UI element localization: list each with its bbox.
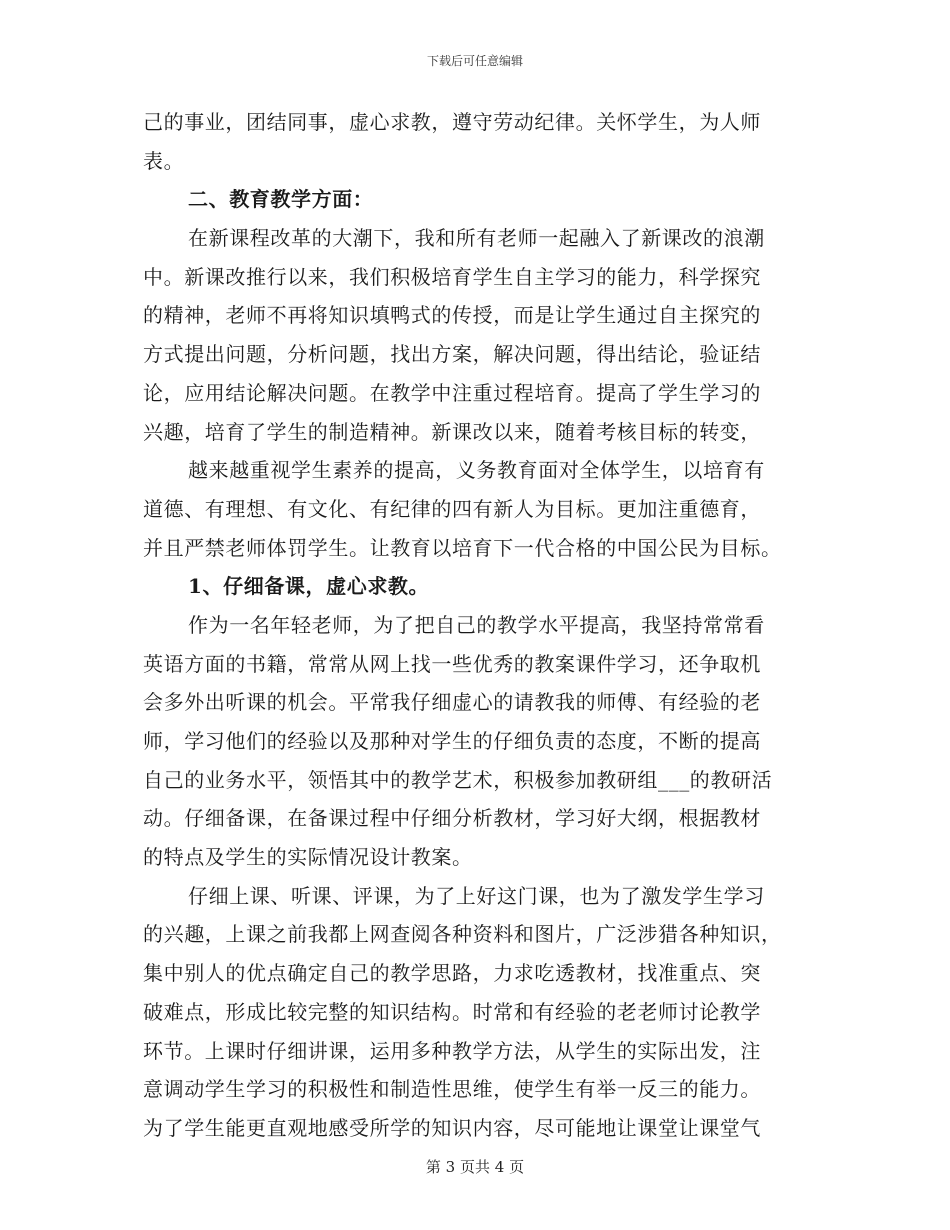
paragraph-line: 会多外出听课的机会。平常我仔细虚心的请教我的师傅、有经验的老 [143,690,761,715]
paragraph-line: 并且严禁老师体罚学生。让教育以培育下一代合格的中国公民为目标。 [143,535,782,560]
paragraph-line: 集中别人的优点确定自己的教学思路，力求吃透教材，找准重点、突 [143,961,761,986]
paragraph-line: 自己的业务水平，领悟其中的教学艺术，积极参加教研组___的教研活 [143,767,773,792]
paragraph-line: 意调动学生学习的积极性和制造性思维，使学生有举一反三的能力。 [143,1077,761,1102]
paragraph-line: 破难点，形成比较完整的知识结构。时常和有经验的老老师讨论教学 [143,999,761,1024]
paragraph-line: 的精神，老师不再将知识填鸭式的传授，而是让学生通过自主探究的 [143,303,761,328]
paragraph-line: 表。 [143,148,185,173]
document-body [143,103,808,1148]
paragraph-line: 道德、有理想、有文化、有纪律的四有新人为目标。更加注重德育， [143,496,761,521]
paragraph-line: 越来越重视学生素养的提高，义务教育面对全体学生，以培育有 [188,458,765,483]
paragraph-line: 作为一名年轻老师，为了把自己的教学水平提高，我坚持常常看 [188,612,765,637]
paragraph-line: 仔细上课、听课、评课，为了上好这门课，也为了激发学生学习 [188,883,765,908]
paragraph-line: 在新课程改革的大潮下，我和所有老师一起融入了新课改的浪潮 [188,226,765,251]
paragraph-line: 师，学习他们的经验以及那种对学生的仔细负责的态度，不断的提高 [143,729,761,753]
paragraph-line: 中。新课改推行以来，我们积极培育学生自主学习的能力，科学探究 [143,264,761,289]
section-heading: 1、仔细备课，虚心求教。 [188,574,430,599]
paragraph-line: 兴趣，培育了学生的制造精神。新课改以来，随着考核目标的转变， [143,419,761,444]
paragraph-line: 为了学生能更直观地感受所学的知识内容，尽可能地让课堂让课堂气 [143,1115,761,1140]
paragraph-line: 方式提出问题，分析问题，找出方案，解决问题，得出结论，验证结 [143,342,761,367]
page-footer: 第 3 页共 4 页 [425,1158,525,1176]
paragraph-line: 动。仔细备课，在备课过程中仔细分析教材，学习好大纲，根据教材 [143,806,761,831]
paragraph-line: 环节。上课时仔细讲课，运用多种教学方法，从学生的实际出发，注 [143,1038,761,1063]
paragraph-line: 的兴趣，上课之前我都上网查阅各种资料和图片，广泛涉猎各种知识， [143,922,782,947]
section-heading: 二、教育教学方面： [188,187,374,212]
paragraph-line: 英语方面的书籍，常常从网上找一些优秀的教案课件学习，还争取机 [143,651,761,676]
paragraph-line: 论，应用结论解决问题。在教学中注重过程培育。提高了学生学习的 [143,380,761,405]
paragraph-line: 己的事业，团结同事，虚心求教，遵守劳动纪律。关怀学生，为人师 [143,110,761,134]
page-header: 下载后可任意编辑 [426,54,523,68]
paragraph-line: 的特点及学生的实际情况设计教案。 [143,845,473,870]
